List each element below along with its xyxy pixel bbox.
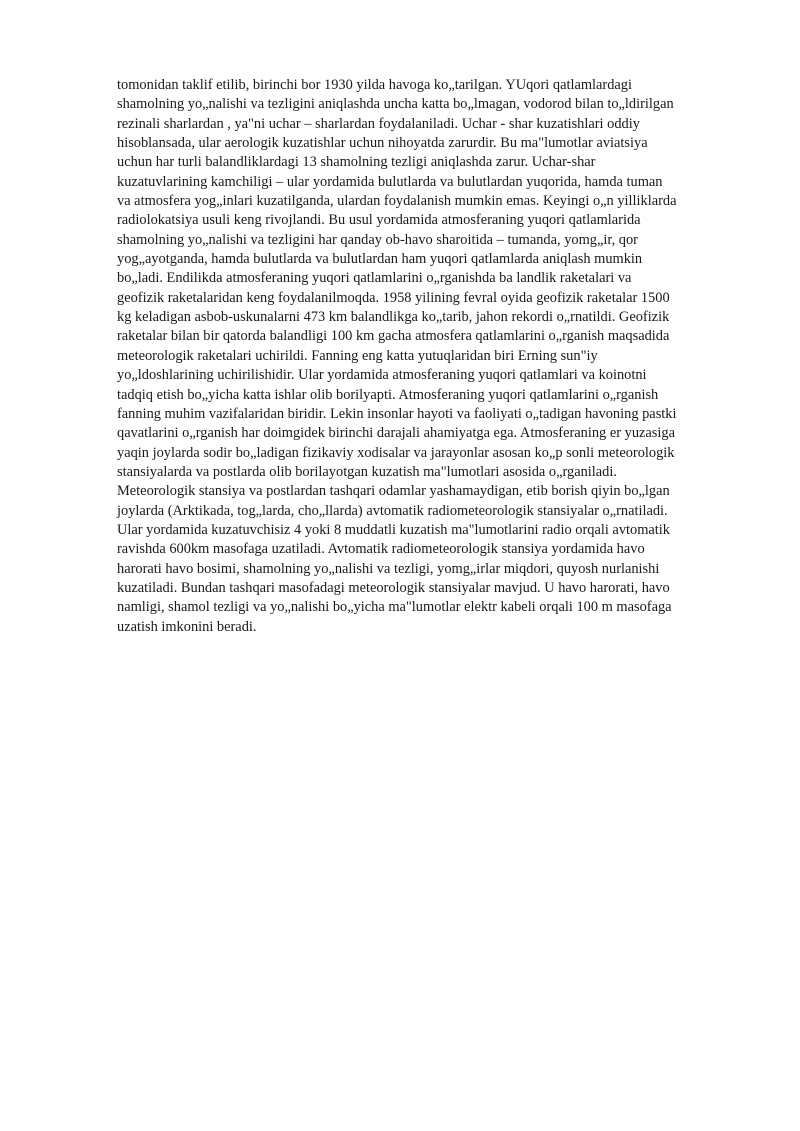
text-line: uzatish imkonini beradi. (117, 618, 257, 635)
text-line: namligi, shamol tezligi va yo„nalishi bo„yicha ma"lumotlar elektr kabeli orqali 100 m masofaga (117, 599, 672, 616)
text-line: geofizik raketalaridan keng foydalanilmoqda. 1958 yilining fevral oyida geofizik raketalar 1500 (117, 289, 670, 306)
text-line: harorati havo bosimi, shamolning yo„nalishi va tezligi, yomg„irlar miqdori, quyosh nurlanishi (117, 560, 660, 577)
text-line: ravishda 600km masofaga uzatiladi. Avtomatik radiometeorologik stansiya yordamida havo (117, 541, 645, 558)
text-line: joylarda (Arktikada, tog„larda, cho„llarda) avtomatik radiometeorologik stansiyalar o„rnatiladi. (117, 502, 668, 519)
text-line: fanning muhim vazifalaridan biridir. Lekin insonlar hayoti va faoliyati o„tadigan havoning pastki (117, 405, 677, 422)
text-line: uchun har turli balandliklardagi 13 shamolning tezligi aniqlashda zarur. Uchar-shar (117, 154, 596, 171)
text-line: yo„ldoshlarining uchirilishidir. Ular yordamida atmosferaning yuqori qatlamlari va koinotni (117, 367, 647, 384)
text-line: kuzatuvlarining kamchiligi – ular yordamida bulutlarda va bulutlardan yuqorida, hamda tuman (117, 173, 663, 190)
text-line: radiolokatsiya usuli keng rivojlandi. Bu usul yordamida atmosferaning yuqori qatlamlarida (117, 212, 641, 229)
text-line: tadqiq etish bo„yicha katta ishlar olib borilyapti. Atmosferaning yuqori qatlamlarini o„rganish (117, 386, 659, 403)
text-line: kuzatiladi. Bundan tashqari masofadagi meteorologik stansiyalar mavjud. U havo harorati, havo (117, 579, 670, 596)
text-line: stansiyalarda va postlarda olib borilayotgan kuzatish ma"lumotlari asosida o„rganiladi. (117, 463, 617, 480)
text-line: Meteorologik stansiya va postlardan tashqari odamlar yashamaydigan, etib borish qiyin bo„lgan (117, 483, 670, 500)
text-line: va atmosfera yog„inlari kuzatilganda, ulardan foydalanish mumkin emas. Keyingi o„n yilliklarda (117, 193, 677, 210)
body-paragraph (117, 76, 743, 637)
text-line: shamolning yo„nalishi va tezligini aniqlashda uncha katta bo„lmagan, vodorod bilan to„ldirilgan (117, 96, 674, 113)
text-line: yaqin joylarda sodir bo„ladigan fizikaviy xodisalar va jarayonlar asosan ko„p sonli meteorologik (117, 444, 675, 461)
text-line: Ular yordamida kuzatuvchisiz 4 yoki 8 muddatli kuzatish ma"lumotlarini radio orqali avtomatik (117, 521, 670, 538)
text-line: kg keladigan asbob-uskunalarni 473 km balandlikga ko„tarib, jahon rekordi o„rnatildi. Geofizik (117, 309, 670, 326)
text-line: bo„ladi. Endilikda atmosferaning yuqori qatlamlarini o„rganishda ba landlik raketalari va (117, 270, 632, 287)
text-line: rezinali sharlardan , ya"ni uchar – sharlardan foydalaniladi. Uchar - shar kuzatishlari oddiy (117, 115, 640, 132)
text-line: raketalar bilan bir qatorda balandligi 100 km gacha atmosfera qatlamlarini o„rganish maqsadida (117, 328, 670, 345)
text-line: tomonidan taklif etilib, birinchi bor 1930 yilda havoga ko„tarilgan. YUqori qatlamlardagi (117, 77, 632, 93)
text-line: qavatlarini o„rganish har doimgidek birinchi darajali ahamiyatga ega. Atmosferaning er yuzasiga (117, 425, 675, 442)
text-line: shamolning yo„nalishi va tezligini har qanday ob-havo sharoitida – tumanda, yomg„ir, qor (117, 231, 638, 248)
text-line: meteorologik raketalari uchirildi. Fanning eng katta yutuqlaridan biri Erning sun"iy (117, 347, 598, 364)
text-line: yog„ayotganda, hamda bulutlarda va bulutlardan ham yuqori qatlamlarda aniqlash mumkin (117, 251, 643, 268)
text-line: hisoblansada, ular aerologik kuzatishlar uchun nihoyatda zarurdir. Bu ma"lumotlar aviatsiya (117, 135, 648, 152)
